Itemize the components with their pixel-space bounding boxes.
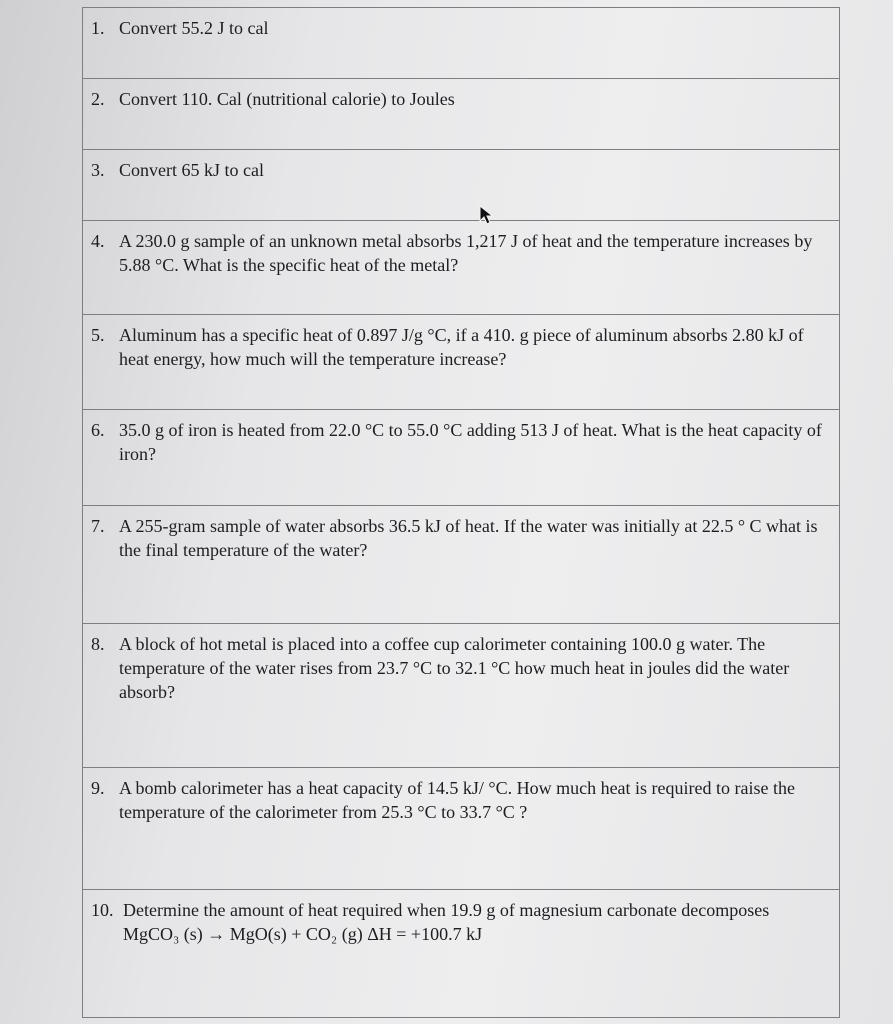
mouse-pointer-icon (478, 205, 498, 227)
question-9 (91, 776, 829, 824)
question-cell (83, 315, 840, 410)
question-row (83, 506, 840, 624)
question-row (83, 624, 840, 768)
question-text: A 230.0 g sample of an unknown metal absorbs 1,217 J of heat and the temperature increases by 5.88 °C. What is the specific heat of the metal? (119, 231, 813, 275)
question-row (83, 150, 840, 221)
question-5 (91, 323, 829, 371)
question-cell (83, 221, 840, 315)
question-cell (83, 506, 840, 624)
question-text: A block of hot metal is placed into a coffee cup calorimeter containing 100.0 g water. The temperature of the water rises from 23.7 °C to 32.1 °C how much heat in joules did the water absorb? (119, 634, 790, 702)
question-number: 10. (91, 900, 114, 920)
question-number: 4. (91, 231, 105, 251)
question-text: Determine the amount of heat required when 19.9 g of magnesium carbonate decomposes MgCO₃ (s) → MgO(s) + CO₂ (g) ΔH = +100.7 kJ (123, 900, 770, 944)
question-row (83, 79, 840, 150)
question-number: 8. (91, 634, 105, 654)
question-4 (91, 229, 829, 277)
question-text: A bomb calorimeter has a heat capacity of 14.5 kJ/ °C. How much heat is required to raise the temperature of the calorimeter from 25.3 °C to 33.7 °C ? (119, 778, 795, 822)
question-row (83, 8, 840, 79)
question-number: 1. (91, 18, 105, 38)
question-table (82, 7, 840, 1018)
question-text: Convert 55.2 J to cal (119, 18, 269, 38)
question-row (83, 768, 840, 890)
question-10 (91, 898, 829, 946)
question-2 (91, 87, 829, 111)
question-8 (91, 632, 829, 704)
question-row (83, 315, 840, 410)
question-number: 9. (91, 778, 105, 798)
question-text: Convert 110. Cal (nutritional calorie) to Joules (119, 89, 455, 109)
question-3 (91, 158, 829, 182)
question-number: 3. (91, 160, 105, 180)
question-row (83, 221, 840, 315)
question-text: Aluminum has a specific heat of 0.897 J/g °C, if a 410. g piece of aluminum absorbs 2.80 kJ of heat energy, how much will the temperature increase? (119, 325, 804, 369)
question-number: 6. (91, 420, 105, 440)
question-1 (91, 16, 829, 40)
question-row (83, 410, 840, 506)
question-text: 35.0 g of iron is heated from 22.0 °C to 55.0 °C adding 513 J of heat. What is the heat capacity of iron? (119, 420, 822, 464)
question-cell (83, 79, 840, 150)
question-cell (83, 150, 840, 221)
question-number: 7. (91, 516, 105, 536)
question-text: Convert 65 kJ to cal (119, 160, 264, 180)
question-6 (91, 418, 829, 466)
question-row (83, 890, 840, 1018)
question-cell (83, 8, 840, 79)
question-number: 5. (91, 325, 105, 345)
question-number: 2. (91, 89, 105, 109)
question-text: A 255-gram sample of water absorbs 36.5 kJ of heat. If the water was initially at 22.5 ° C what is the final temperature of the water? (119, 516, 818, 560)
question-cell (83, 624, 840, 768)
question-cell (83, 890, 840, 1018)
question-cell (83, 410, 840, 506)
question-cell (83, 768, 840, 890)
question-7 (91, 514, 829, 562)
